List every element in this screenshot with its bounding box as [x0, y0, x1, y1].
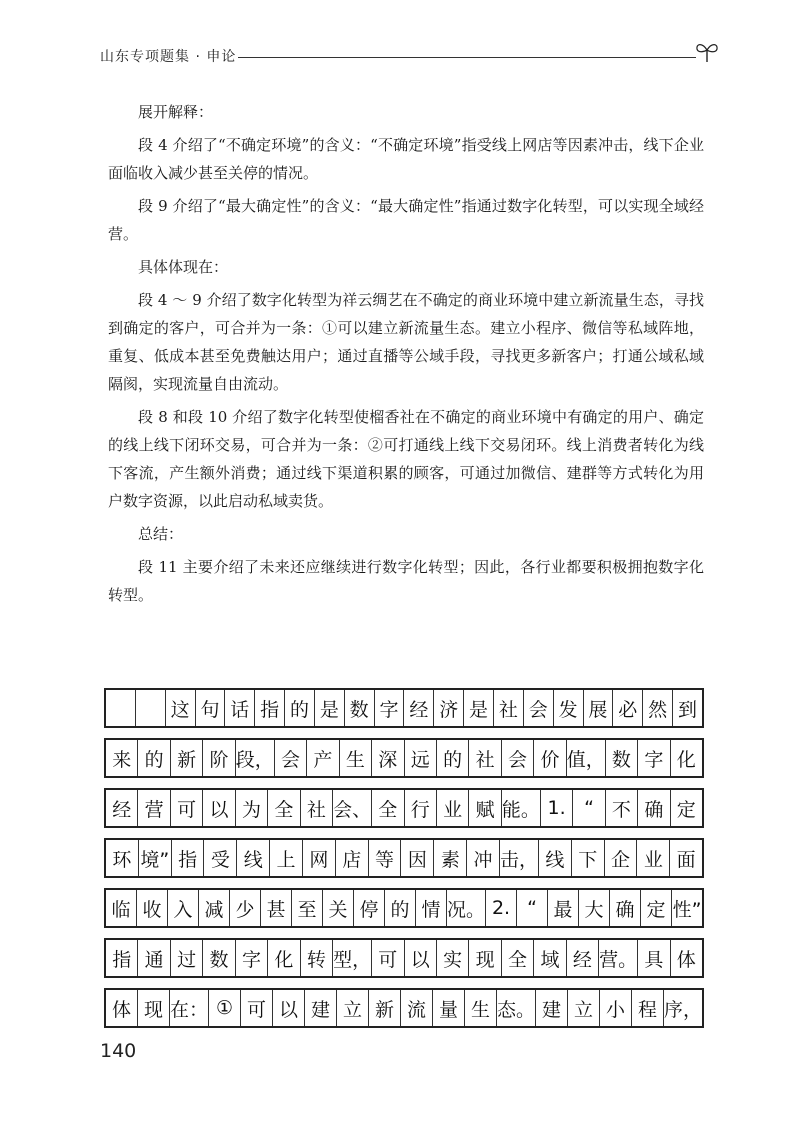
grid-cell: 转 [301, 940, 333, 976]
grid-row [104, 738, 704, 778]
grid-cell: 经 [567, 940, 599, 976]
grid-cell: 定 [676, 798, 696, 821]
grid-row [104, 888, 704, 928]
grid-cell: 受 [204, 840, 237, 876]
grid-cell: 指 [106, 940, 138, 976]
grid-cell: 态。 [497, 990, 536, 1026]
grid-cell: 境” [139, 840, 172, 876]
grid-cell: 济 [434, 690, 464, 726]
grid-cell: 停 [354, 890, 385, 926]
grid-cell: 字 [638, 740, 670, 776]
grid-cell: 体 [676, 948, 696, 971]
grid-cell: 网 [303, 840, 336, 876]
grid-cell: 远 [405, 740, 437, 776]
grid-cell: 会、 [333, 790, 372, 826]
grid-cell: 数 [606, 740, 638, 776]
grid-cell: 现 [469, 940, 501, 976]
grid-cell: 企 [605, 840, 638, 876]
grid-cell: 流 [401, 990, 433, 1026]
grid-cell: ① [209, 990, 241, 1026]
grid-cell: 量 [433, 990, 465, 1026]
grid-cell: 全 [502, 940, 534, 976]
grid-cell: 小 [600, 990, 632, 1026]
grid-cell: 具 [638, 940, 670, 976]
grid-cell: 情 [416, 890, 447, 926]
grid-cell [136, 690, 166, 726]
sprout-leaf-icon [694, 40, 720, 64]
grid-cell: 经 [404, 690, 434, 726]
grid-cell: 况。 [447, 890, 486, 926]
grid-cell: 为 [236, 790, 268, 826]
grid-cell: 然 [643, 690, 673, 726]
grid-cell: 赋 [469, 790, 501, 826]
grid-cell: 以 [203, 790, 235, 826]
grid-cell: 营。 [599, 940, 638, 976]
grid-cell: 面 [676, 848, 696, 871]
grid-cell: 建 [305, 990, 337, 1026]
grid-cell: 确 [610, 890, 641, 926]
paragraph: 总结： [138, 525, 184, 543]
grid-cell: 数 [203, 940, 235, 976]
grid-cell: 序， [664, 998, 703, 1021]
grid-cell: 至 [292, 890, 323, 926]
page-header [100, 40, 720, 70]
grid-cell: 等 [369, 840, 402, 876]
body-text [108, 98, 704, 614]
grid-cell: 会 [502, 740, 534, 776]
grid-cell: 可 [372, 940, 404, 976]
grid-cell: 社 [301, 790, 333, 826]
grid-cell: 经 [106, 790, 138, 826]
grid-cell: 确 [638, 790, 670, 826]
grid-cell: 深 [372, 740, 404, 776]
grid-cell: 段， [236, 740, 275, 776]
grid-cell: 会 [524, 690, 554, 726]
grid-cell: 收 [137, 890, 168, 926]
grid-cell: 最 [548, 890, 579, 926]
grid-cell: 通 [138, 940, 170, 976]
grid-cell: 价 [534, 740, 566, 776]
grid-cell: “ [517, 890, 548, 926]
grid-cell: 2. [486, 890, 517, 926]
grid-cell: 体 [106, 990, 138, 1026]
grid-cell: 型， [333, 940, 372, 976]
grid-row [104, 788, 704, 828]
grid-cell: 上 [270, 840, 303, 876]
grid-cell: 减 [199, 890, 230, 926]
grid-cell: 营 [138, 790, 170, 826]
grid-cell: 建 [536, 990, 568, 1026]
grid-cell: 关 [323, 890, 354, 926]
grid-row [104, 938, 704, 978]
header-rule [238, 57, 696, 58]
page-number: 140 [100, 1040, 137, 1062]
grid-cell: “ [573, 790, 605, 826]
grid-cell: 的 [285, 690, 315, 726]
grid-cell: 定 [641, 890, 672, 926]
grid-cell: 以 [405, 940, 437, 976]
grid-cell: 必 [613, 690, 643, 726]
grid-cell: 产 [307, 740, 339, 776]
grid-cell: 来 [106, 740, 138, 776]
paragraph: 段 8 和段 10 介绍了数字化转型使榴香社在不确定的商业环境中有确定的用户、确定的线上线下闭环交易，可合并为一条：②可打通线上线下交易闭环。线上消费者转化为线下客流，产生额外消费；通过线下渠道积累的顾客，可通过加微信、建群等方式转化为用户数字资源，以此启动私域卖货。 [108, 408, 704, 510]
grid-cell: 新 [171, 740, 203, 776]
grid-cell: 线 [237, 840, 270, 876]
grid-cell: 程 [632, 990, 664, 1026]
grid-row [104, 688, 704, 728]
paragraph: 段 4 ～ 9 介绍了数字化转型为祥云绸艺在不确定的商业环境中建立新流量生态，寻找到确定的客户，可合并为一条：①可以建立新流量生态。建立小程序、微信等私域阵地，重复、低成本甚至免费触达用户；通过直播等公域手段，寻找更多新客户；打通公域私域隔阂，实现流量自由流动。 [108, 291, 704, 393]
grid-cell: 击， [500, 840, 539, 876]
grid-cell: 行 [405, 790, 437, 826]
grid-cell: 业 [437, 790, 469, 826]
grid-cell: 立 [337, 990, 369, 1026]
grid-cell: 在： [170, 990, 209, 1026]
grid-cell: 实 [437, 940, 469, 976]
grid-row [104, 838, 704, 878]
grid-cell: 不 [606, 790, 638, 826]
grid-cell: 性” [672, 898, 702, 921]
paragraph: 段 11 主要介绍了未来还应继续进行数字化转型；因此，各行业都要积极拥抱数字化转型。 [108, 558, 704, 604]
grid-cell: 社 [494, 690, 524, 726]
grid-cell: 能。 [502, 790, 541, 826]
grid-cell: 会 [275, 740, 307, 776]
grid-cell: 字 [375, 690, 405, 726]
grid-cell: 全 [372, 790, 404, 826]
answer-grid [104, 688, 704, 1038]
grid-cell: 的 [385, 890, 416, 926]
paragraph: 段 4 介绍了“不确定环境”的含义：“不确定环境”指受线上网店等因素冲击，线下企业面临收入减少甚至关停的情况。 [108, 136, 704, 182]
grid-cell: 生 [340, 740, 372, 776]
grid-cell: 店 [336, 840, 369, 876]
grid-row [104, 988, 704, 1028]
grid-cell: 过 [171, 940, 203, 976]
grid-cell: 是 [464, 690, 494, 726]
grid-cell: 这 [166, 690, 196, 726]
grid-cell: 社 [469, 740, 501, 776]
grid-cell: 入 [168, 890, 199, 926]
grid-cell: 甚 [261, 890, 292, 926]
grid-cell: 生 [465, 990, 497, 1026]
grid-cell: 阶 [203, 740, 235, 776]
grid-cell: 数 [345, 690, 375, 726]
grid-cell: 1. [541, 790, 573, 826]
grid-cell: 展 [584, 690, 614, 726]
grid-cell: 立 [568, 990, 600, 1026]
grid-cell: 因 [401, 840, 434, 876]
grid-cell: 新 [369, 990, 401, 1026]
grid-cell: 业 [637, 840, 670, 876]
grid-cell: 话 [225, 690, 255, 726]
grid-cell: 冲 [467, 840, 500, 876]
grid-cell: 线 [539, 840, 572, 876]
grid-cell: 下 [572, 840, 605, 876]
grid-cell: 临 [106, 890, 137, 926]
grid-cell: 是 [315, 690, 345, 726]
grid-cell: 指 [172, 840, 205, 876]
grid-cell: 的 [437, 740, 469, 776]
grid-cell: 值， [567, 740, 606, 776]
grid-cell: 环 [106, 840, 139, 876]
grid-cell: 可 [241, 990, 273, 1026]
grid-cell: 少 [230, 890, 261, 926]
grid-cell: 指 [255, 690, 285, 726]
grid-cell: 的 [138, 740, 170, 776]
grid-cell: 以 [273, 990, 305, 1026]
grid-cell: 大 [579, 890, 610, 926]
grid-cell: 字 [236, 940, 268, 976]
grid-cell: 域 [534, 940, 566, 976]
grid-cell: 化 [268, 940, 300, 976]
grid-cell: 素 [434, 840, 467, 876]
paragraph: 展开解释： [138, 103, 214, 121]
grid-cell: 发 [554, 690, 584, 726]
grid-cell: 现 [138, 990, 170, 1026]
grid-cell: 全 [268, 790, 300, 826]
grid-cell: 句 [196, 690, 226, 726]
paragraph: 段 9 介绍了“最大确定性”的含义：“最大确定性”指通过数字化转型，可以实现全域经营。 [108, 197, 704, 243]
paragraph: 具体体现在： [138, 258, 229, 276]
grid-cell: 到 [677, 698, 697, 721]
grid-cell: 可 [171, 790, 203, 826]
grid-cell: 化 [676, 748, 696, 771]
grid-cell [106, 690, 136, 726]
header-title: 山东专项题集 · 申论 [100, 49, 237, 65]
